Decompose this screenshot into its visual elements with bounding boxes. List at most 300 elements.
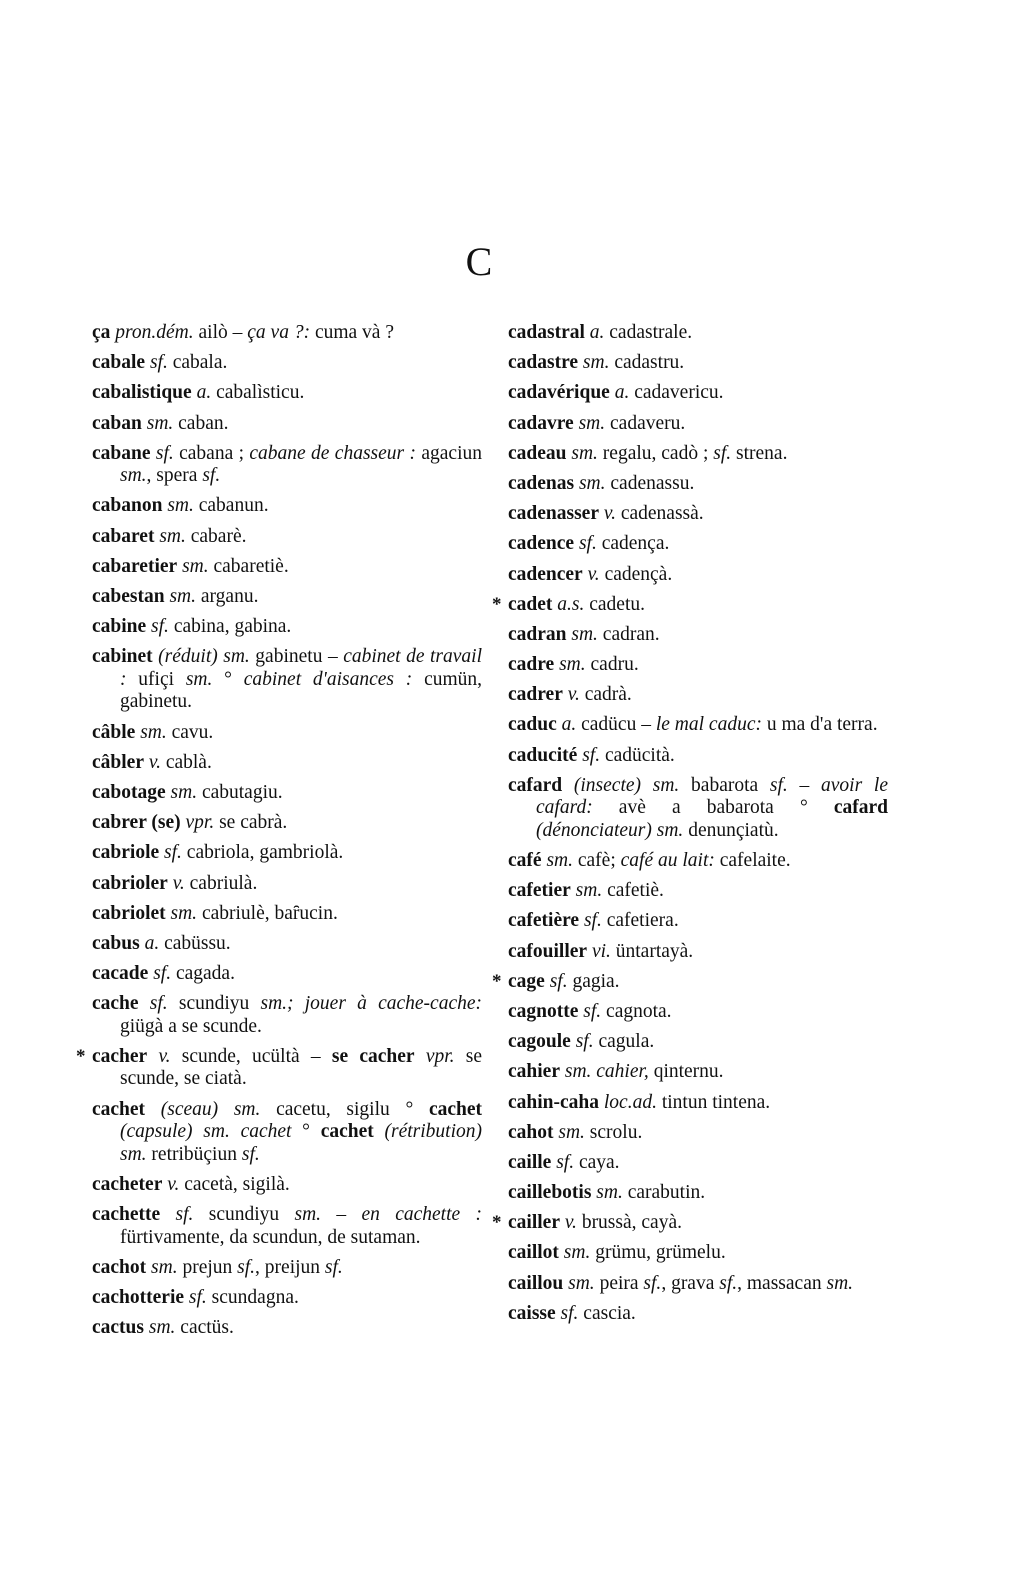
entry-italic-text: sf. [149,352,168,374]
entry-italic-text: sm. [151,1256,178,1278]
entry-text: cadenassu. [605,472,695,494]
dictionary-entry [508,413,888,436]
entry-text: cafelaite. [714,850,791,871]
entry-headword: câbler [92,751,144,773]
asterisk-marker: * [492,970,502,992]
entry-text: strena. [731,442,788,464]
entry-text: cablà. [160,751,212,773]
entry-text: ufiçi [126,668,186,690]
dictionary-entry [92,752,482,775]
entry-italic-text: v. [567,684,580,706]
entry-headword: cacheter [92,1173,163,1195]
entry-text: giügà a se scunde. [120,1015,262,1037]
entry-headword: cabrioler [92,872,168,894]
entry-text: , spera [146,465,203,487]
dictionary-entry [508,1092,888,1115]
dictionary-entry [92,903,482,926]
dictionary-entry [92,1099,482,1167]
entry-headword: cabrer (se) [92,812,181,834]
asterisk-marker: * [492,1212,502,1234]
entry-italic-text: sm. [294,1204,322,1225]
entry-text: tintun tintena. [656,1091,771,1113]
entry-text: scundiyu [193,1204,295,1225]
entry-italic-text: sf. [713,442,732,464]
dictionary-entry [508,850,888,873]
entry-headword: cadre [508,654,555,676]
entry-headword: cabale [92,352,146,374]
entry-headword: cadenas [508,472,575,494]
entry-italic-text: sm. [167,495,194,517]
entry-text [160,1204,175,1225]
entry-italic-text: sm. [558,1121,585,1143]
entry-italic-text: sm. [233,1098,261,1120]
entry-headword: câble [92,721,136,743]
entry-italic-text: vpr. [425,1045,455,1067]
dictionary-entry [508,880,888,903]
entry-italic-text: sm. [148,1317,176,1339]
dictionary-entry [508,775,888,843]
entry-italic-text: sm. [575,880,603,902]
entry-text: cadença. [596,533,670,555]
entry-italic-text: sf. [324,1256,343,1278]
entry-headword: cache [92,993,139,1015]
dictionary-entry [508,654,888,677]
entry-text: se scunde, se ciatà. [120,1045,483,1090]
entry-text: cadavericu. [629,382,724,404]
entry-italic-text: sf. [583,910,602,932]
dictionary-entry [508,684,888,707]
entry-text: cadrà. [579,684,632,706]
entry-text: caya. [574,1151,620,1173]
entry-italic-text: sm. [546,850,573,871]
entry-italic-text: sm. [826,1272,854,1294]
entry-italic-text: sf. [560,1302,579,1324]
entry-text: agaciun [416,442,482,464]
entry-italic-text: sm. [182,555,209,577]
entry-headword: cabaretier [92,555,178,577]
dictionary-entry [508,382,888,405]
dictionary-entry [508,473,888,496]
entry-bold-term: cachet [428,1098,482,1120]
entry-headword: cadrer [508,684,563,706]
entry-italic-text: v. [603,503,616,525]
dictionary-entry [492,1212,888,1235]
dictionary-entry [92,443,482,488]
entry-text: arganu. [196,586,259,607]
dictionary-entry [92,495,482,518]
entry-headword: caillot [508,1242,559,1264]
entry-italic-text: sf. [583,1000,602,1022]
entry-headword: cacade [92,963,149,985]
entry-italic-text: cabane de chasseur : [249,442,416,464]
entry-text: cavu. [166,721,214,743]
entry-text: retribüçiun [146,1143,242,1165]
entry-headword: cafouiller [508,940,588,962]
entry-headword: caisse [508,1302,556,1324]
entry-text: cabala. [167,352,228,374]
entry-italic-text: a. [589,322,605,343]
entry-headword: cafard [508,774,563,796]
dictionary-entry [92,1204,482,1249]
dictionary-entry [508,1031,888,1054]
entry-italic-text: v. [148,751,161,773]
entry-italic-text: sm. [185,668,213,690]
entry-italic-text: (capsule) [120,1121,193,1143]
entry-headword: cahot [508,1121,554,1143]
entry-italic-text: pron.dém. [115,322,194,343]
entry-headword: cahier [508,1061,560,1083]
entry-text [641,775,653,796]
entry-text: üntartayà. [610,940,694,962]
dictionary-entry [92,993,482,1038]
dictionary-entry [92,1287,482,1310]
dictionary-entry [508,624,888,647]
entry-headword: cadastre [508,352,579,374]
dictionary-entry [92,352,482,375]
entry-italic-text: le mal caduc: [655,714,762,736]
entry-text: se cabrà. [214,812,288,834]
dictionary-entry [508,1152,888,1175]
entry-italic-text: avoir le cafard: [536,774,888,819]
entry-text: , massacan [737,1272,827,1294]
entry-text: scundagna. [206,1286,299,1308]
left-column [76,322,483,1347]
entry-italic-text: sf. [202,465,221,487]
entry-text [562,775,574,796]
entry-italic-text: vpr. [185,812,215,834]
entry-headword: cabine [92,616,147,638]
entry-text: cabalìsticu. [211,382,305,404]
entry-italic-text: a. [614,382,630,404]
entry-text: – [321,1204,362,1225]
entry-text: cabriola, gambriolà. [181,842,344,864]
entry-text: cumün, gabinetu. [120,668,483,713]
dictionary-entry [508,745,888,768]
entry-italic-text: cabinet d'aisances : [243,668,413,690]
entry-italic-text: sf. [164,842,182,864]
dictionary-entry [92,413,482,436]
entry-text: qinternu. [648,1061,724,1083]
entry-text: cabarè. [185,525,247,547]
entry-italic-text: sm. [568,1272,595,1294]
entry-text [415,1046,426,1067]
page-letter-heading: C [465,239,493,284]
right-column [492,322,888,1333]
entry-italic-text: sf. [769,774,788,796]
entry-text: prejun [177,1256,238,1278]
entry-text: cadastrale. [604,322,693,343]
asterisk-marker: * [76,1045,86,1067]
entry-headword: cachette [92,1204,161,1225]
entry-italic-text: sm. [170,781,198,803]
entry-italic-text: sf. [188,1286,207,1308]
entry-italic-text: (rétribution) [384,1121,482,1143]
dictionary-entry [508,533,888,556]
entry-headword: cagnotte [508,1000,579,1022]
entry-italic-text: sf. [549,970,568,992]
entry-bold-term: cafard [833,797,888,819]
entry-text: cadran. [597,623,660,645]
asterisk-marker: * [492,593,502,615]
entry-italic-text: sm. [571,623,598,645]
entry-text: cadücità. [600,744,675,766]
entry-text [218,1099,234,1120]
entry-italic-text: en cachette : [361,1204,483,1225]
entry-headword: cadencer [508,563,583,585]
entry-headword: caille [508,1151,552,1173]
entry-text: cabanun. [193,495,269,517]
dictionary-entry [92,1317,482,1340]
entry-headword: cahin-caha [508,1091,600,1113]
entry-italic-text: v. [564,1212,577,1234]
entry-headword: cactus [92,1317,144,1339]
dictionary-entry [92,526,482,549]
dictionary-entry [492,970,888,994]
entry-text: grümu, grümelu. [590,1242,726,1264]
entry-text: scundiyu [167,993,261,1015]
entry-text: cadenassà. [615,503,704,525]
dictionary-entry [92,933,482,956]
dictionary-entry [92,812,482,835]
entry-text: denunçiatù. [683,819,779,841]
dictionary-entry [92,1257,482,1280]
entry-italic-text: (sceau) [160,1098,219,1120]
dictionary-entry [92,646,482,714]
dictionary-entry [92,963,482,986]
entry-text: fürtivamente, da scundun, de sutaman. [120,1226,421,1248]
dictionary-entry [92,782,482,805]
entry-italic-text: sm. [146,412,174,434]
dictionary-entry [508,503,888,526]
entry-headword: cailler [508,1212,560,1234]
entry-italic-text: sf. [578,533,597,555]
entry-headword: cabus [92,932,140,954]
entry-italic-text: sm. [159,525,186,547]
dictionary-entry [76,1045,483,1091]
dictionary-entry [92,842,482,865]
entry-italic-text: (dénonciateur) [536,819,652,841]
entry-headword: cadastral [508,322,585,343]
entry-italic-text: sm. [582,352,610,374]
dictionary-entry [508,1001,888,1024]
entry-text: cadücu – [576,714,656,736]
entry-text: cabriulà. [184,872,258,894]
entry-headword: caillebotis [508,1182,592,1204]
dictionary-entry [508,1061,888,1084]
entry-headword: caduc [508,714,557,736]
entry-italic-text: cabinet de travail : [120,646,482,690]
entry-text: cagnota. [601,1000,672,1022]
entry-italic-text: café au lait: [620,850,715,871]
entry-italic-text: sf. [575,1031,594,1053]
entry-headword: cadence [508,533,575,555]
entry-text: gagia. [567,970,620,992]
entry-headword: caban [92,412,142,434]
entry-text: cadençà. [599,563,673,585]
entry-text [193,1121,204,1142]
entry-italic-text: sm. [169,586,197,607]
entry-text: cadetu. [584,593,646,615]
entry-headword: cadeau [508,442,567,464]
entry-text: cabüssu. [159,932,231,954]
entry-italic-text: sf. [241,1143,260,1165]
dictionary-entry [492,593,888,617]
entry-italic-text: sm. [596,1182,623,1204]
entry-text: , grava [661,1272,720,1294]
dictionary-entry [92,1174,482,1197]
entry-italic-text: sf. [556,1151,575,1173]
entry-text: gabinetu – [249,646,344,668]
dictionary-entry [508,941,888,964]
entry-text [139,993,150,1014]
entry-headword: ça [92,322,111,343]
entry-text: – [787,774,822,796]
dictionary-entry [508,322,888,345]
entry-italic-text: sm. [578,472,606,494]
dictionary-entry [92,322,482,345]
dictionary-entry [92,586,482,609]
entry-italic-text: sm.; jouer à cache-cache: [260,993,482,1015]
entry-text: regalu, cadò ; [597,442,714,464]
entry-headword: cage [508,970,545,992]
entry-text: peira [594,1272,644,1294]
entry-italic-text: v. [587,563,600,585]
entry-headword: cafetière [508,910,580,932]
entry-italic-text: sf. [719,1272,738,1294]
entry-text: cuma và ? [310,322,394,343]
entry-text: cabana ; [173,442,250,464]
entry-italic-text: sm. [571,442,598,464]
dictionary-entry [508,564,888,587]
entry-italic-text: sm. [578,412,606,434]
entry-italic-text: sm. [652,774,680,796]
entry-headword: café [508,850,542,871]
dictionary-entry [508,1242,888,1265]
entry-headword: cabinet [92,646,153,668]
entry-text: cacetà, sigilà. [179,1173,290,1195]
entry-italic-text: ça va ?: [247,322,311,343]
entry-italic-text: sm. [120,1143,147,1165]
dictionary-entry [92,616,482,639]
entry-headword: caillou [508,1272,564,1294]
entry-headword: cagoule [508,1031,571,1053]
entry-headword: cafetier [508,880,571,902]
entry-italic-text: v. [167,1173,180,1195]
entry-headword: cabalistique [92,382,192,404]
entry-headword: cadavre [508,412,574,434]
entry-italic-text: sm. cachet [203,1121,292,1143]
entry-italic-text: sf. [151,616,169,638]
entry-italic-text: sm. [559,654,586,676]
entry-text: carabutin. [622,1182,706,1204]
entry-italic-text: (insecte) [573,774,642,796]
entry-text: , preijun [255,1256,325,1278]
entry-text: cascia. [578,1302,636,1324]
entry-text: scrolu. [584,1121,643,1143]
entry-italic-text: a.s. [557,593,585,615]
dictionary-entry [508,1273,888,1296]
entry-text: cactüs. [175,1317,234,1339]
entry-italic-text: (réduit) [158,646,218,668]
entry-italic-text: sm. [120,465,147,487]
entry-text: cafè; [572,850,621,871]
entry-text: ° [291,1121,321,1143]
entry-text: u ma d'a terra. [761,714,878,736]
entry-italic-text: vi. [591,940,611,962]
dictionary-entry [508,910,888,933]
entry-text: cadaveru. [605,412,686,434]
entry-italic-text: sm. [140,721,167,743]
dictionary-entry [508,714,888,737]
entry-headword: cachot [92,1256,147,1278]
entry-headword: caducité [508,744,578,766]
dictionary-entry [508,352,888,375]
entry-text: cagada. [171,963,235,985]
entry-italic-text: sf. [643,1272,662,1294]
dictionary-entry [92,873,482,896]
entry-italic-text: sf. [153,963,172,985]
dictionary-entry [508,1122,888,1145]
entry-italic-text: sf. [175,1204,194,1225]
entry-text: caban. [173,412,229,434]
entry-headword: cachotterie [92,1286,185,1308]
entry-text: cadru. [585,654,639,676]
entry-text: cafetiera. [601,910,679,932]
entry-headword: cabriole [92,842,160,864]
entry-headword: cabane [92,442,151,464]
dictionary-entry [92,722,482,745]
dictionary-entry [92,382,482,405]
entry-bold-term: se cacher [331,1045,415,1067]
entry-text: cafetiè. [602,880,664,902]
entry-italic-text: v. [172,872,185,894]
entry-headword: cacher [92,1045,148,1067]
entry-headword: cabanon [92,495,163,517]
entry-text [145,1099,161,1120]
entry-text: cabina, gabina. [168,616,292,638]
entry-headword: cadran [508,623,567,645]
entry-headword: cabotage [92,781,166,803]
entry-text: ° [212,668,244,690]
entry-italic-text: sm. [656,819,684,841]
entry-italic-text: loc.ad. [603,1091,657,1113]
entry-text [374,1121,385,1142]
entry-text: ailò – [193,322,248,343]
entry-headword: cachet [92,1098,146,1120]
dictionary-entry [508,1303,888,1326]
entry-italic-text: sf. [582,744,601,766]
entry-text: scunde, ucültà – [170,1045,332,1067]
entry-italic-text: a. [561,714,577,736]
entry-text: cacetu, sigilu ° [260,1098,429,1120]
entry-italic-text: sm. cahier, [564,1061,649,1083]
entry-text: brussà, cayà. [576,1212,682,1234]
entry-text: cagula. [593,1031,655,1053]
entry-italic-text: sm. [170,902,198,924]
entry-italic-text: a. [196,382,212,404]
entry-italic-text: sf. [237,1256,256,1278]
entry-text: cadastru. [609,352,685,374]
entry-italic-text: sm. [563,1242,591,1264]
entry-italic-text: sf. [155,442,174,464]
entry-text: babarota [679,774,770,796]
entry-bold-term: cachet [320,1121,374,1143]
entry-text: cabutagiu. [197,781,283,803]
entry-italic-text: sf. [149,993,168,1015]
entry-headword: cadavérique [508,382,610,404]
entry-headword: cadet [508,593,553,615]
dictionary-entry [508,443,888,466]
